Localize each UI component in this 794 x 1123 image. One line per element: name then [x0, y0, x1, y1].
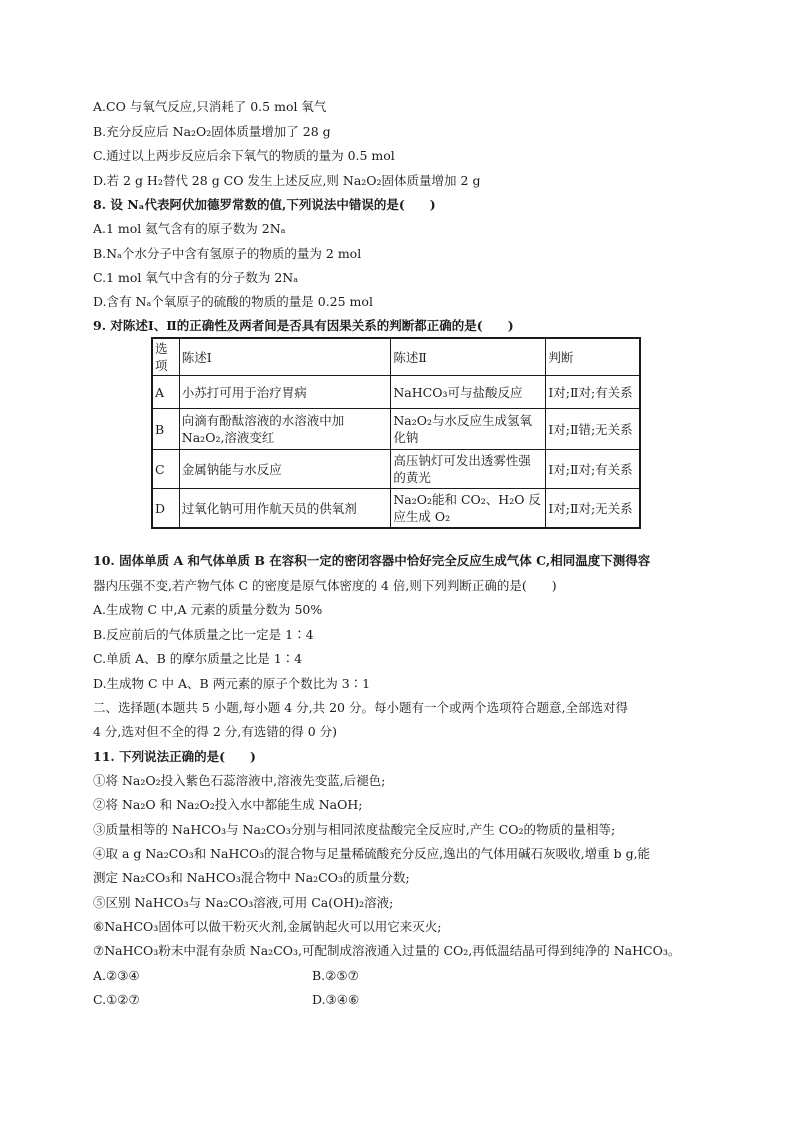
q11-statement: ①将 Na₂O₂投入紫色石蕊溶液中,溶液先变蓝,后褪色;: [93, 773, 386, 788]
header-cell-statement-1: 陈述Ⅰ: [179, 338, 391, 376]
q7-option-a: A.CO 与氧气反应,只消耗了 0.5 mol 氧气: [93, 99, 327, 114]
header-cell-judgment: 判断: [546, 338, 640, 376]
q8-option-a: A.1 mol 氦气含有的原子数为 2Nₐ: [93, 221, 286, 236]
table-cell: 向滴有酚酞溶液的水溶液中加 Na₂O₂,溶液变红: [179, 409, 391, 450]
table-cell: B: [152, 409, 179, 450]
q10-stem-line2: 器内压强不变,若产物气体 C 的密度是原气体密度的 4 倍,则下列判断正确的是( ): [93, 578, 557, 593]
q11-statement: ②将 Na₂O 和 Na₂O₂投入水中都能生成 NaOH;: [93, 797, 363, 812]
q8-option-c: C.1 mol 氧气中含有的分子数为 2Nₐ: [93, 270, 299, 285]
table-row: [152, 409, 640, 450]
q11-choices-row1: [93, 968, 393, 984]
table-cell: C: [152, 450, 179, 489]
q11-choice-b: B.②⑤⑦: [312, 968, 359, 983]
q8-option-b: B.Nₐ个水分子中含有氢原子的物质的量为 2 mol: [93, 246, 362, 261]
q11-statement: ⑤区别 NaHCO₃与 Na₂CO₃溶液,可用 Ca(OH)₂溶液;: [93, 895, 394, 910]
q11-statement: ③质量相等的 NaHCO₃与 Na₂CO₃分别与相同浓度盐酸完全反应时,产生 CO₂的物质的量相等;: [93, 822, 616, 837]
table-row: [152, 376, 640, 409]
q11-statement: ⑦NaHCO₃粉末中混有杂质 Na₂CO₃,可配制成溶液通入过量的 CO₂,再低温结晶可得到纯净的 NaHCO₃。: [93, 943, 681, 958]
q11-stem: 11. 下列说法正确的是( ): [93, 749, 256, 764]
section-2-heading-line2: 4 分,选对但不全的得 2 分,有选错的得 0 分): [93, 724, 338, 739]
table-cell: 过氧化钠可用作航天员的供氧剂: [179, 489, 391, 529]
table-cell: A: [152, 376, 179, 409]
q11-statement: ⑥NaHCO₃固体可以做干粉灭火剂,金属钠起火可以用它来灭火;: [93, 919, 442, 934]
table-row: [152, 450, 640, 489]
q10-option-d: D.生成物 C 中 A、B 两元素的原子个数比为 3∶1: [93, 676, 371, 691]
table-cell: 小苏打可用于治疗胃病: [179, 376, 391, 409]
section-2-heading-line1: 二、选择题(本题共 5 小题,每小题 4 分,共 20 分。每小题有一个或两个选项符合题意,全部选对得: [93, 700, 628, 715]
q8-option-d: D.含有 Nₐ个氧原子的硫酸的物质的量是 0.25 mol: [93, 294, 373, 309]
q7-option-d: D.若 2 g H₂替代 28 g CO 发生上述反应,则 Na₂O₂固体质量增加 2 g: [93, 173, 481, 188]
q9-stem: 9. 对陈述Ⅰ、Ⅱ的正确性及两者间是否具有因果关系的判断都正确的是( ): [93, 318, 514, 333]
table-cell: 高压钠灯可发出透雾性强的黄光: [391, 450, 546, 489]
q11-choices-row2: [93, 992, 393, 1008]
table-cell: Ⅰ对;Ⅱ对;有关系: [546, 376, 640, 409]
q9-table: [151, 337, 641, 529]
table-row: [152, 489, 640, 529]
q10-option-c: C.单质 A、B 的摩尔质量之比是 1∶4: [93, 651, 303, 666]
q11-choice-d: D.③④⑥: [312, 992, 360, 1007]
q11-statement: ④取 a g Na₂CO₃和 NaHCO₃的混合物与足量稀硫酸充分反应,逸出的气体用碱石灰吸收,增重 b g,能: [93, 846, 651, 861]
q7-option-c: C.通过以上两步反应后余下氧气的物质的量为 0.5 mol: [93, 148, 395, 163]
table-cell: Ⅰ对;Ⅱ对;无关系: [546, 489, 640, 529]
q10-option-a: A.生成物 C 中,A 元素的质量分数为 50%: [93, 602, 323, 617]
table-cell: Na₂O₂与水反应生成氢氧化钠: [391, 409, 546, 450]
table-header-row: [152, 338, 640, 376]
q8-stem: 8. 设 Nₐ代表阿伏加德罗常数的值,下列说法中错误的是( ): [93, 197, 436, 212]
q10-option-b: B.反应前后的气体质量之比一定是 1∶4: [93, 627, 314, 642]
header-cell-option: 选项: [152, 338, 179, 376]
q11-choice-a: A.②③④: [93, 968, 140, 983]
q11-statement: 测定 Na₂CO₃和 NaHCO₃混合物中 Na₂CO₃的质量分数;: [93, 870, 410, 885]
table-cell: NaHCO₃可与盐酸反应: [391, 376, 546, 409]
table-cell: Ⅰ对;Ⅱ对;有关系: [546, 450, 640, 489]
table-cell: Na₂O₂能和 CO₂、H₂O 反应生成 O₂: [391, 489, 546, 529]
header-cell-statement-2: 陈述Ⅱ: [391, 338, 546, 376]
q7-option-b: B.充分反应后 Na₂O₂固体质量增加了 28 g: [93, 124, 331, 139]
q10-stem-line1: 10. 固体单质 A 和气体单质 B 在容积一定的密闭容器中恰好完全反应生成气体 C,相同温度下测得容: [93, 553, 651, 568]
table-cell: D: [152, 489, 179, 529]
table-cell: 金属钠能与水反应: [179, 450, 391, 489]
q11-choice-c: C.①②⑦: [93, 992, 140, 1007]
table-cell: Ⅰ对;Ⅱ错;无关系: [546, 409, 640, 450]
